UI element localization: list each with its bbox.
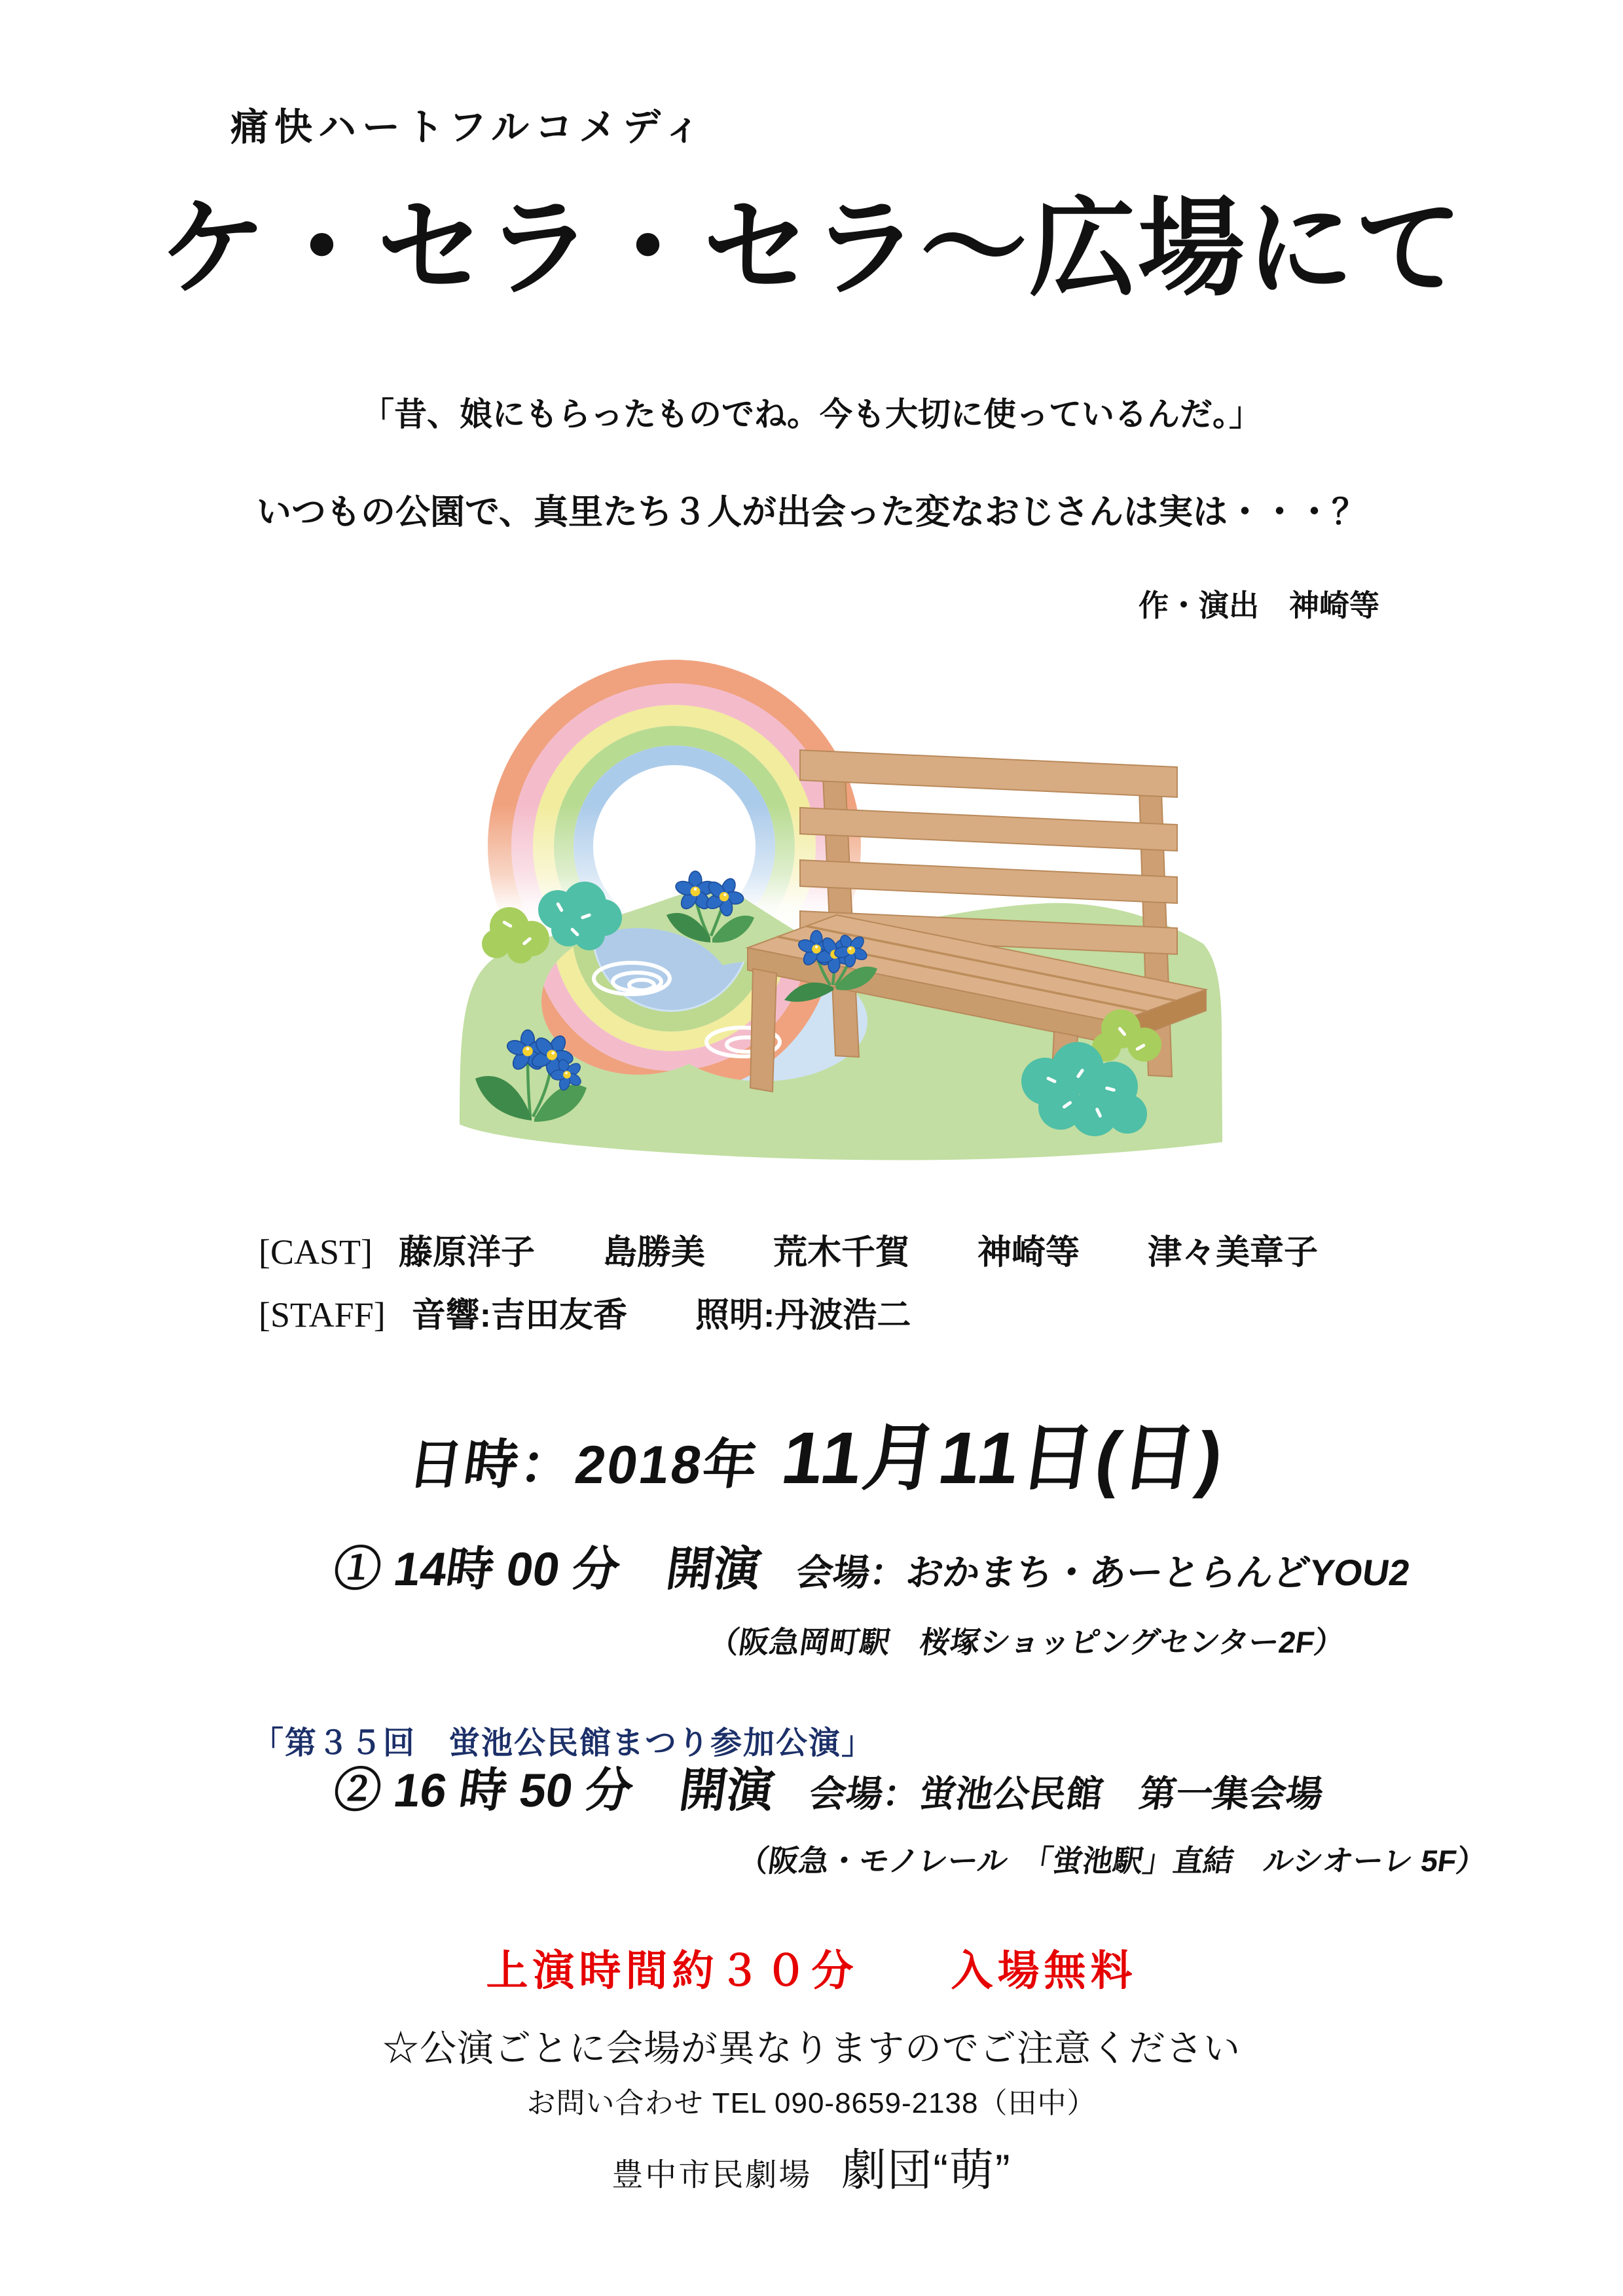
cast-label: [CAST]: [259, 1232, 373, 1272]
footer-line: [0, 2145, 1623, 2195]
contact-line: お問い合わせ TEL 090-8659-2138（田中）: [526, 2087, 1097, 2119]
staff-line: [259, 1297, 911, 1333]
duration-admission-line: 上演時間約３０分 入場無料: [486, 1948, 1137, 1994]
cast-line: [259, 1234, 1318, 1270]
show-1-line: [330, 1543, 1413, 1596]
lead-line: いつもの公園で、真里たち３人が出会った変なおじさんは実は・・・？: [257, 493, 1366, 531]
staff-names: 音響:吉田友香 照明:丹波浩二: [411, 1297, 911, 1335]
tagline: 痛快ハートフルコメディ: [230, 106, 708, 149]
page-title: ケ・セラ・セラ～広場にて: [159, 188, 1464, 308]
park-scene-illustration: [452, 645, 1231, 1162]
show-2-venue: 会場：蛍池公民館 第一集会場: [807, 1773, 1326, 1814]
show-2-time: ② 16 時 50 分 開演: [330, 1765, 778, 1817]
quote-line: 「昔、娘にもらったものでね。今も大切に使っているんだ。」: [361, 396, 1262, 433]
date-line: [0, 1417, 1623, 1499]
show-2-access: （阪急・モノレール 「蛍池駅」直結 ルシオーレ 5F）: [736, 1844, 1489, 1878]
show-2-line: [330, 1765, 1326, 1817]
date-label: 日時：2018年: [404, 1435, 763, 1495]
date-value: 11月11日(日): [776, 1417, 1230, 1499]
festival-note: 「第３５回 蛍池公民館まつり参加公演」: [252, 1726, 875, 1761]
venue-warning-line: ☆公演ごとに会場が異なりますのでご注意ください: [382, 2028, 1241, 2069]
staff-label: [STAFF]: [259, 1295, 386, 1335]
theater-name: 豊中市民劇場: [611, 2158, 812, 2193]
show-1-venue: 会場：おかまち・あーとらんどYOU2: [793, 1552, 1413, 1593]
show-1-time: ① 14時 00 分 開演: [330, 1543, 765, 1596]
cast-names: 藤原洋子 島勝美 荒木千賀 神崎等 津々美章子: [399, 1234, 1319, 1272]
show-1-access: （阪急岡町駅 桜塚ショッピングセンター2F）: [706, 1625, 1347, 1659]
author-credit: 作・演出 神崎等: [1139, 588, 1379, 622]
troupe-name: 劇団“萌”: [841, 2145, 1012, 2195]
